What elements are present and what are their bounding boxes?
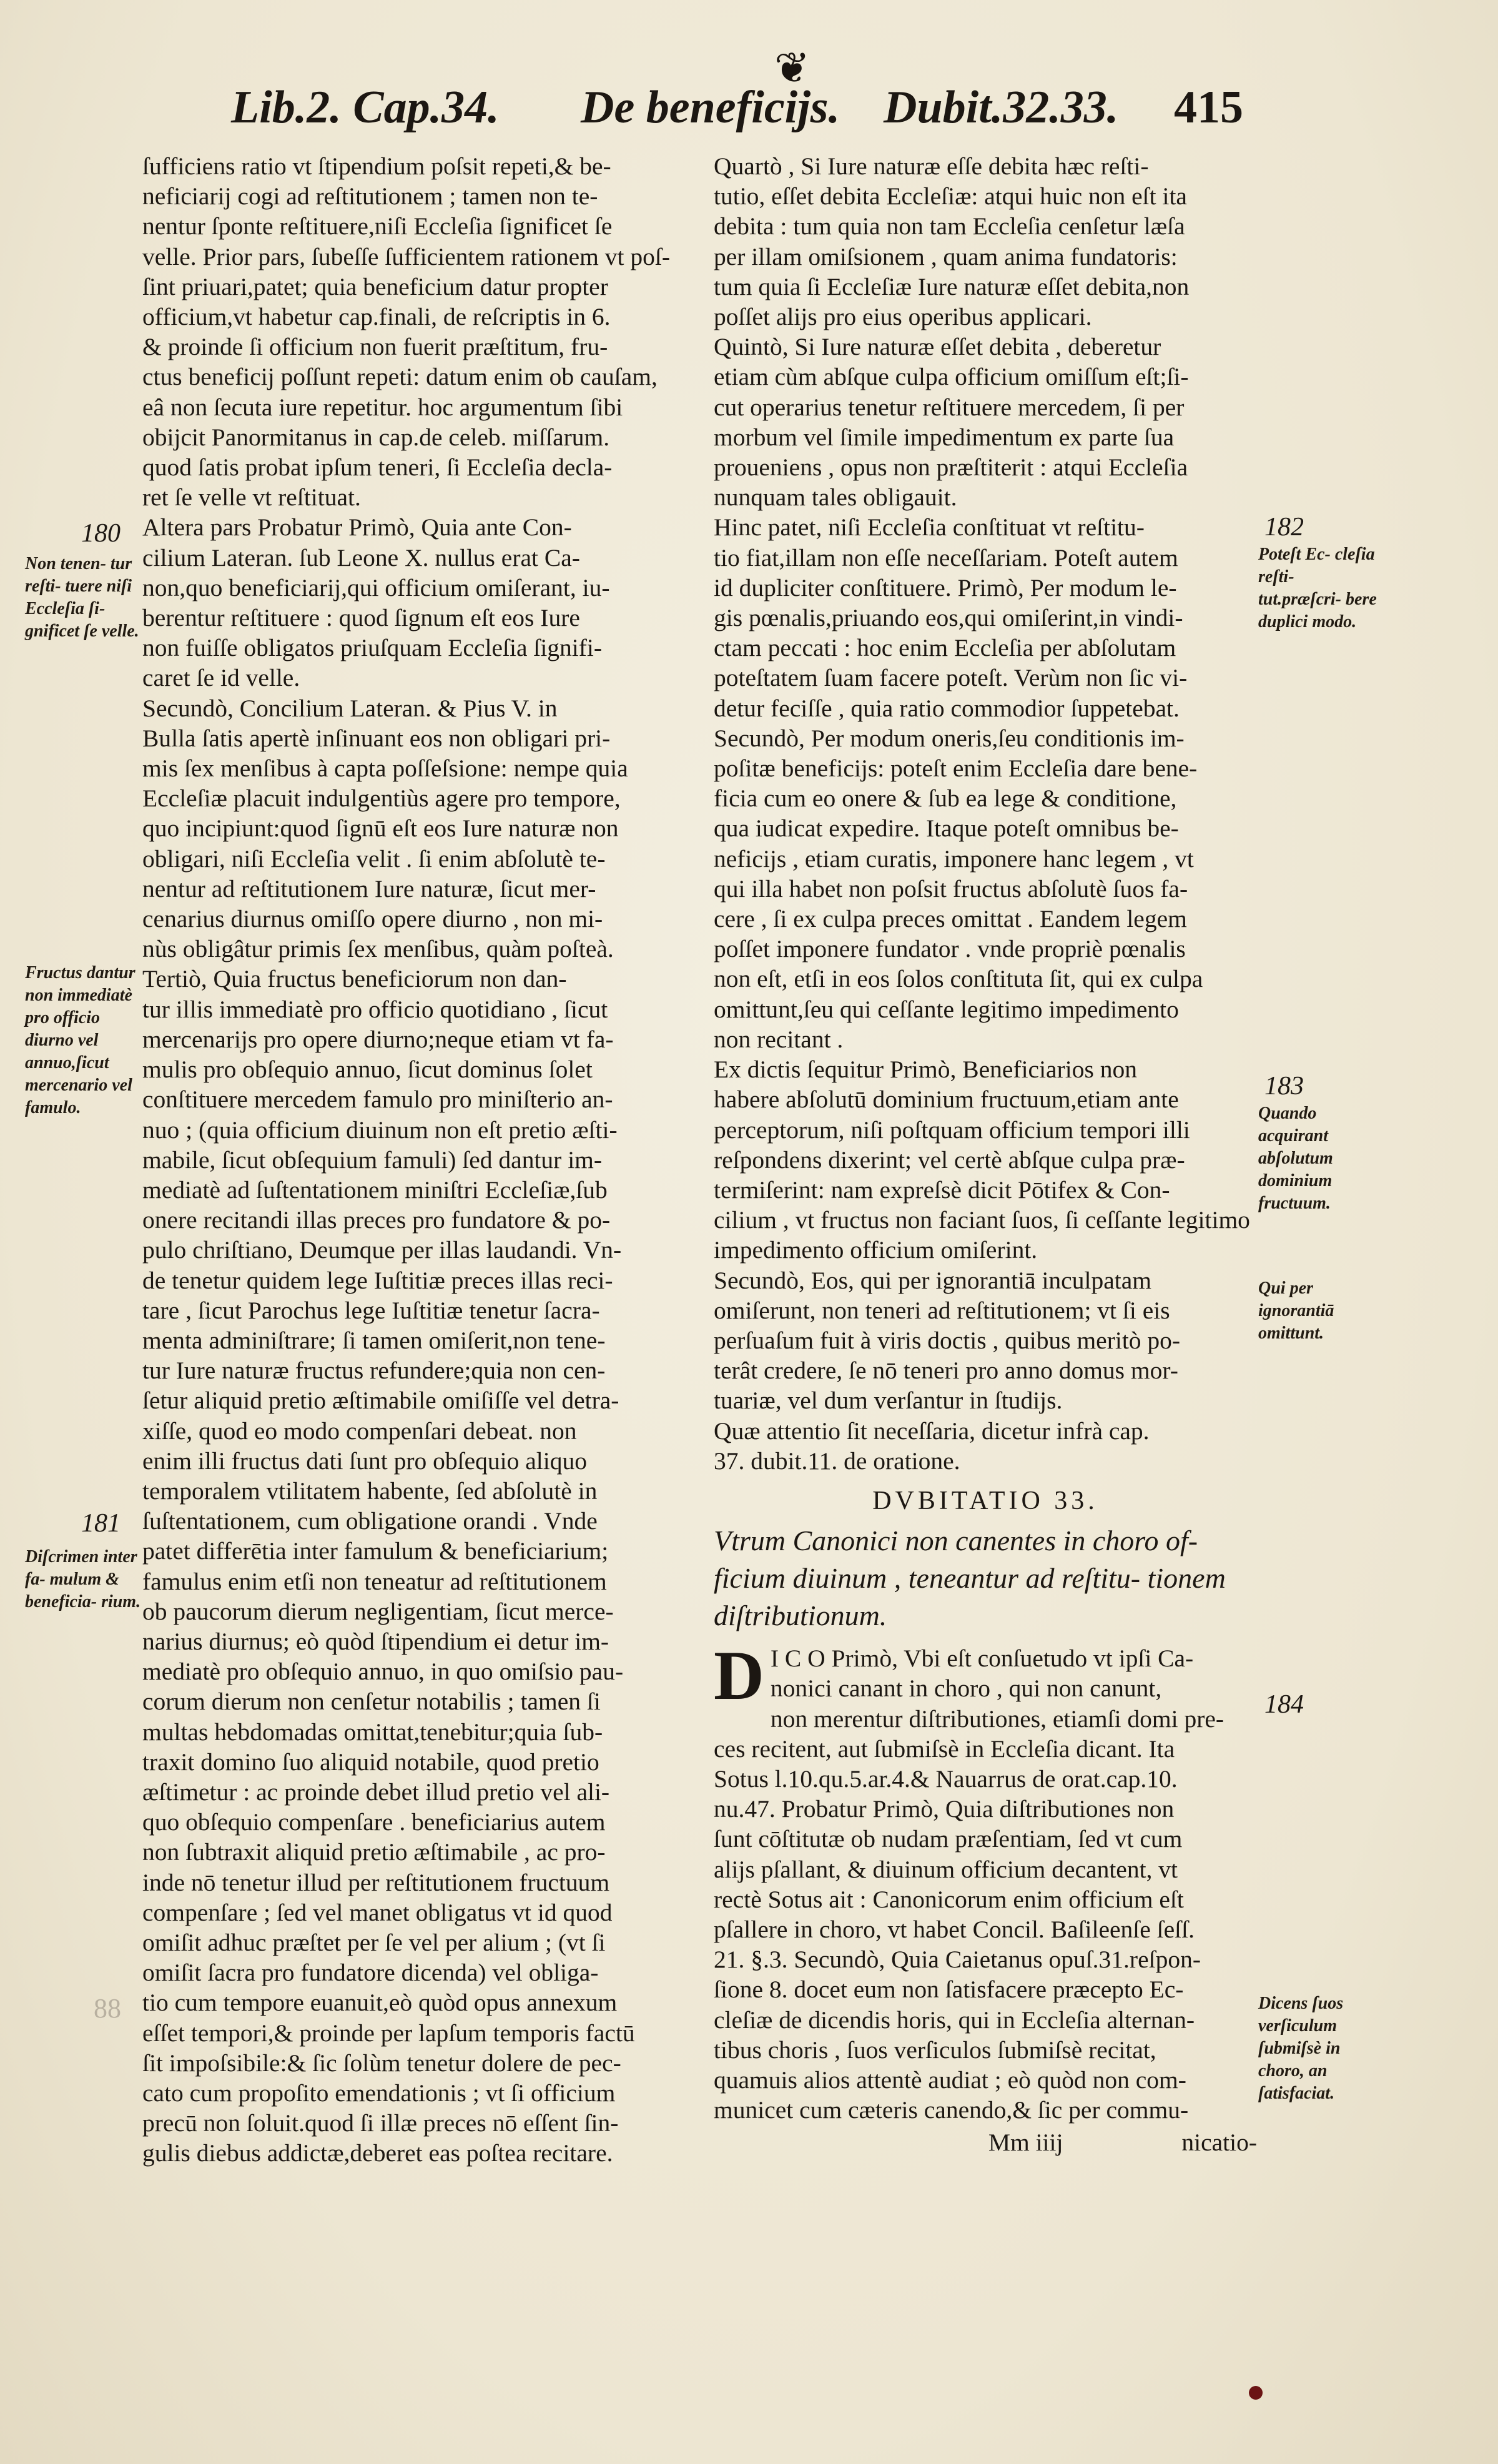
text-line: poſſet alijs pro eius operibus applicari. [714,303,1092,331]
text-line: omiſerunt, non teneri ad reſtitutionem; vt ſi eis [714,1296,1170,1324]
text-line: obijcit Panormitanus in cap.de celeb. miſſarum. [142,423,610,451]
text-line: tur Iure naturæ fructus refundere;quia non cen- [142,1357,606,1385]
text-line: tio cum tempore euanuit,eò quòd opus annexum [142,1989,618,2017]
margin-note-qui-per-ignorantiam: Qui per ignorantiā omittunt. [1258,1279,1334,1343]
text-line: cilium , vt fructus non faciant ſuos, ſi ceſſante legitimo [714,1206,1250,1234]
text-line: poſitæ beneficijs: poteſt enim Eccleſia dare bene- [714,755,1198,783]
text-line: velle. Prior pars, ſubeſſe ſufficientem rationem vt poſ- [142,242,670,270]
right-column [714,151,1257,2158]
text-line: ob paucorum dierum negligentiam, ſicut merce- [142,1597,614,1625]
text-line: ret ſe velle vt reſtituat. [142,483,361,512]
text-line: mis ſex menſibus à capta poſſeſsione: nempe quia [142,755,628,783]
text-line: tur illis immediatè pro officio quotidiano , ſicut [142,995,608,1023]
margin-number-180: 180 [81,519,121,548]
text-line: termiſerint: nam expreſsè dicit Pōtifex & Con- [714,1175,1170,1204]
text-line: patet differētia inter famulum & beneficiarium; [142,1537,609,1565]
margin-number-184: 184 [1264,1690,1304,1719]
text-line: municet cum cæteris canendo,& ſic per commu- [714,2096,1189,2124]
ink-spot [1249,2386,1263,2400]
text-line: ſetur aliquid pretio æſtimabile omiſiſſe vel detra- [142,1387,619,1415]
margin-note-discrimen: Diſcrimen inter fa- mulum & beneficia- rium. [25,1547,141,1611]
text-line: ficia cum eo onere & ſub ea lege & conditione, [714,784,1177,813]
text-line: cere , ſi ex culpa preces omittat . Eandem legem [714,905,1187,933]
text-line: Quæ attentio ſit neceſſaria, dicetur infrà cap. [714,1417,1150,1445]
text-line: omiſit adhuc præſtet per ſe vel per alium ; (vt ſi [142,1928,606,1956]
text-line: cut operarius tenetur reſtituere mercedem, ſi per [714,393,1185,421]
text-line: menta adminiſtrare; ſi tamen omiſerit,non tene- [142,1326,606,1354]
catchword: nicatio- [1181,2129,1257,2157]
text-line: non merentur diſtributiones, etiamſi domi pre- [770,1705,1225,1733]
text-line: Secundò, Concilium Lateran. & Pius V. in [142,694,558,722]
text-line: Quartò , Si Iure naturæ eſſe debita hæc reſti- [714,152,1149,180]
text-line: Ex dictis ſequitur Primò, Beneficiarios non [714,1056,1137,1084]
text-line: tibus choris , ſuos verſiculos ſubmiſsè recitat, [714,2036,1156,2064]
text-line: omittunt,ſeu qui ceſſante legitimo impedimento [714,995,1179,1023]
text-line: non fuiſſe obligatos priuſquam Eccleſia ſignifi- [142,634,603,662]
margin-number-182: 182 [1264,513,1304,542]
text-line: tuariæ, vel dum verſantur in ſtudijs. [714,1387,1063,1415]
text-line: detur feciſſe , quia ratio commodior ſuppetebat. [714,694,1180,722]
text-line: tio fiat,illam non eſſe neceſſariam. Poteſt autem [714,543,1178,571]
text-line: nonici canant in choro , qui non canunt, [770,1675,1162,1703]
text-line: poteſtatem ſuam facere poteſt. Verùm non ſic vi- [714,664,1188,692]
text-line: impedimento officium omiſerint. [714,1236,1038,1264]
header-title: De beneficijs. [581,82,840,133]
text-line: multas hebdomadas omittat,tenebitur;quia ſub- [142,1718,603,1746]
text-line: 37. dubit.11. de oratione. [714,1447,960,1475]
text-line: neficiarij cogi ad reſtitutionem ; tamen non te- [142,182,598,210]
margin-note-fructus-dantur: Fructus dantur non immediatè pro officio diurno vel annuo,ſicut mercenario vel famulo. [25,963,136,1117]
text-line: de tenetur quidem lege Iuſtitiæ preces illas reci- [142,1266,613,1294]
text-line: Tertiò, Quia fructus beneficiorum non dan- [142,965,567,993]
text-line: mediatè pro obſequio annuo, in quo omiſsio pau- [142,1658,624,1686]
text-line: berentur reſtituere : quod ſignum eſt eos Iure [142,604,580,632]
text-line: & proinde ſi officium non fuerit præſtitum, fru- [142,333,608,361]
text-line: nentur ſponte reſtituere,niſi Eccleſia ſignificet ſe [142,212,613,240]
text-line: æſtimetur : ac proinde debet illud pretio vel ali- [142,1778,610,1806]
text-line: xiſſe, quod eo modo compenſari debeat. non [142,1417,577,1445]
text-line: corum dierum non cenſetur notabilis ; tamen ſi [142,1688,601,1716]
text-line: onere recitandi illas preces pro fundatore & po- [142,1206,611,1234]
faint-show-through-mark: 88 [94,1993,121,2024]
text-line: nu.47. Probatur Primò, Quia diſtributiones non [714,1795,1175,1823]
text-line: Hinc patet, niſi Eccleſia conſtituat vt reſtitu- [714,513,1145,542]
text-line: morbum vel ſimile impedimentum ex parte ſua [714,423,1175,451]
text-line: Sotus l.10.qu.5.ar.4.& Nauarrus de orat.cap.10. [714,1764,1178,1793]
text-line: eſſet tempori,& proinde per lapſum temporis factū [142,2019,635,2047]
text-line: cato cum propoſito emendationis ; vt ſi officium [142,2079,616,2107]
text-line: 21. §.3. Secundò, Quia Caietanus opuſ.31.reſpon- [714,1946,1201,1974]
text-line: tum quia ſi Eccleſiæ Iure naturæ eſſet debita,non [714,272,1190,300]
text-line: Eccleſiæ placuit indulgentiùs agere pro tempore, [142,784,621,813]
text-line: etiam cùm abſque culpa officium omiſſum eſt;ſi- [714,363,1189,391]
text-line: per illam omiſsionem , quam anima fundatoris: [714,242,1178,270]
text-line: cenarius diurnus omiſſo opere diurno , non mi- [142,905,603,933]
left-column [142,151,686,2169]
text-line: quo incipiunt:quod ſignū eſt eos Iure naturæ non [142,814,619,843]
text-line: narius diurnus; eò quòd ſtipendium ei detur im- [142,1627,609,1655]
right-column-part-b [714,1637,1257,2125]
text-line: officium,vt habetur cap.finali, de reſcriptis in 6. [142,303,611,331]
text-line: famulus enim etſi non teneatur ad reſtitutionem [142,1567,607,1595]
text-line: qua iudicat expedire. Itaque poteſt omnibus be- [714,814,1179,843]
text-line: mercenarijs pro opere diurno;neque etiam vt fa- [142,1025,614,1053]
text-line: ſuſtentationem, cum obligatione orandi . Vnde [142,1507,598,1535]
text-line: rectè Sotus ait : Canonicorum enim officium eſt [714,1885,1184,1913]
text-line: qui illa habet non poſsit fructus abſolutè ſuos fa- [714,874,1188,903]
signature-mark: Mm iiij [988,2129,1063,2157]
margin-note-dicens-suos: Dicens ſuos verſiculum ſubmiſsè in choro, an ſatisfaciat. [1258,1994,1344,2103]
margin-note-quando-acquirant: Quando acquirant abſolutum dominium fructuum. [1258,1104,1333,1213]
catchword-line [714,2127,1257,2157]
text-line: cilium Lateran. ſub Leone X. nullus erat Ca- [142,543,580,571]
text-line: proueniens , opus non præſtiterit : atqui Eccleſia [714,453,1188,482]
text-line: perceptorum, niſi poſtquam officium tempori illi [714,1116,1190,1144]
text-line: ſufficiens ratio vt ſtipendium poſsit repeti,& be- [142,152,611,180]
text-line: debita : tum quia non tam Eccleſia cenſetur læſa [714,212,1185,240]
text-line: ſint priuari,patet; quia beneficium datur propter [142,272,608,300]
text-line: neficijs , etiam curatis, imponere hanc legem , vt [714,844,1194,873]
text-line: nùs obligâtur primis ſex menſibus, quàm poſteà. [142,935,614,963]
page-number: 415 [1174,82,1243,133]
margin-number-183: 183 [1264,1072,1304,1101]
text-line: inde nō tenetur illud per reſtitutionem fructuum [142,1868,610,1896]
text-line: conſtituere mercedem famulo pro miniſterio an- [142,1086,613,1114]
text-line: poſſet imponere fundator . vnde propriè pœnalis [714,935,1186,963]
text-line: alijs pſallant, & diuinum officium decantent, vt [714,1855,1178,1883]
right-column-part-a [714,151,1257,1476]
text-line: ſit impoſsibile:& ſic ſolùm tenetur dolere de pec- [142,2049,621,2077]
text-line: tutio, eſſet debita Eccleſiæ: atqui huic non eſt ita [714,182,1187,210]
text-line: Quintò, Si Iure naturæ eſſet debita , deberetur [714,333,1161,361]
text-line: mabile, ſicut obſequium famuli) ſed dantur im- [142,1145,603,1174]
text-line: gis pœnalis,priuando eos,qui omiſerint,in vindi- [714,604,1183,632]
text-line: eâ non ſecuta iure repetitur. hoc argumentum ſibi [142,393,623,421]
text-line: caret ſe id velle. [142,664,300,692]
text-line: tare , ſicut Parochus lege Iuſtitiæ tenetur ſacra- [142,1296,600,1324]
text-line: quod ſatis probat ipſum teneri, ſi Eccleſia decla- [142,453,613,482]
drop-cap: D [714,1637,764,1715]
text-line: Altera pars Probatur Primò, Quia ante Con- [142,513,572,542]
text-line: habere abſolutū dominium fructuum,etiam ante [714,1086,1179,1114]
margin-number-181: 181 [81,1509,121,1538]
text-line: omiſit ſacra pro fundatore dicenda) vel obliga- [142,1959,599,1987]
dubitatio-body [714,1637,1257,2125]
text-line: ces recitent, aut ſubmiſsè in Eccleſia dicant. Ita [714,1734,1175,1763]
text-line: non,quo beneficiarij,qui officium omiſerant, iu- [142,573,610,601]
text-line: quamuis alios attentè audiat ; eò quòd non com- [714,2066,1186,2094]
text-line: non eſt, etſi in eos ſolos conſtituta ſit, qui ex culpa [714,965,1203,993]
text-line: perſuaſum fuit à viris doctis , quibus meritò po- [714,1326,1181,1354]
text-line: pſallere in choro, vt habet Concil. Baſileenſe ſeſſ. [714,1915,1195,1943]
text-line: temporalem vtilitatem habente, ſed abſolutè in [142,1477,598,1505]
text-line: id dupliciter conſtituere. Primò, Per modum le- [714,573,1177,601]
text-line: compenſare ; ſed vel manet obligatus vt id quod [142,1898,613,1926]
margin-note-non-tenentur: Non tenen- tur reſti- tuere niſi Eccleſia ſi- gnificet ſe velle. [25,554,139,641]
text-line: ſunt cōſtitutæ ob nudam præſentiam, ſed vt cum [714,1825,1183,1853]
text-line: gulis diebus addictæ,deberet eas poſtea recitare. [142,2139,613,2167]
running-header [0,81,1498,156]
text-line: pulo chriſtiano, Deumque per illas laudandi. Vn- [142,1236,622,1264]
text-line: non ſubtraxit aliquid pretio æſtimabile , ac pro- [142,1838,606,1866]
text-line: ctam peccati : hoc enim Eccleſia per abſolutam [714,634,1176,662]
text-line: ctus beneficij poſſunt repeti: datum enim ob cauſam, [142,363,658,391]
text-line: cleſiæ de dicendis horis, qui in Eccleſia alternan- [714,2006,1195,2034]
text-line: mulis pro obſequio annuo, ſicut dominus ſolet [142,1056,593,1084]
text-line: non recitant . [714,1025,844,1053]
text-line: terât credere, ſe nō teneri pro anno domus mor- [714,1357,1178,1385]
text-line: nuo ; (quia officium diuinum non eſt pretio æſti- [142,1116,618,1144]
dubitatio-title: Vtrum Canonici non canentes in choro of- ficium diuinum , teneantur ad reſtitu- tionem diſtributionum. [714,1525,1226,1632]
text-line: nunquam tales obligauit. [714,483,957,512]
margin-note-potest-ecclesia: Poteſt Ec- cleſia reſti- tut.præſcri- bere duplici modo. [1258,545,1377,631]
text-line: quo obſequio compenſare . beneficiarius autem [142,1808,606,1836]
text-line: Secundò, Eos, qui per ignorantiā inculpatam [714,1266,1151,1294]
text-line: I C O Primò, Vbi eſt conſuetudo vt ipſi Ca- [770,1645,1194,1673]
header-dubitatio: Dubit.32.33. [884,82,1119,133]
dubitatio-heading: DVBITATIO 33. [872,1486,1098,1515]
text-line: ſione 8. docet eum non ſatisfacere præcepto Ec- [714,1976,1184,2004]
text-line: nentur ad reſtitutionem Iure naturæ, ſicut mer- [142,874,596,903]
text-line: enim illi fructus dati ſunt pro obſequio aliquo [142,1447,587,1475]
header-book-chapter: Lib.2. Cap.34. [231,82,500,133]
ornament-icon: ❦ [774,44,810,92]
text-line: precū non ſoluit.quod ſi illæ preces nō eſſent ſin- [142,2109,619,2137]
text-line: Bulla ſatis apertè inſinuant eos non obligari pri- [142,724,611,752]
text-line: mediatè ad ſuſtentationem miniſtri Eccleſiæ,ſub [142,1175,608,1204]
text-line: reſpondens dixerint; vel certè abſque culpa præ- [714,1145,1185,1174]
text-line: Secundò, Per modum oneris,ſeu conditionis im- [714,724,1185,752]
text-line: obligari, niſi Eccleſia velit . ſi enim abſolutè te- [142,844,606,873]
text-line: traxit domino ſuo aliquid notabile, quod pretio [142,1748,599,1776]
